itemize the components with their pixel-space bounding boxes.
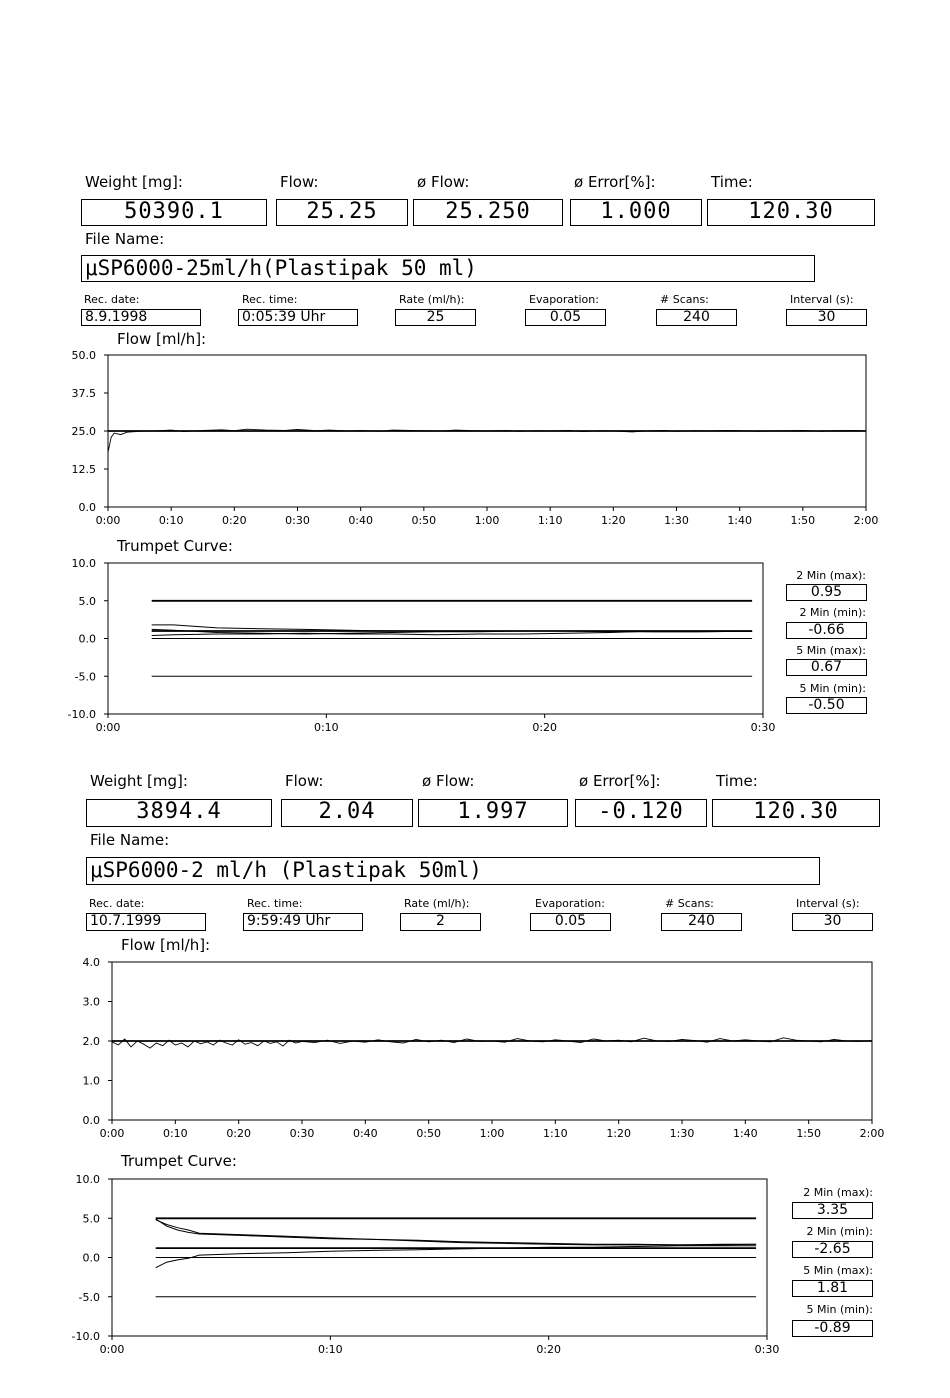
rate-value: 2 xyxy=(400,913,481,931)
x-tick-label: 0:50 xyxy=(411,514,437,527)
avg-error-label: ø Error[%]: xyxy=(574,173,656,191)
trumpet-5min-max-label: 5 Min (max): xyxy=(796,644,866,657)
rate-value: 25 xyxy=(395,309,476,326)
time-label: Time: xyxy=(716,772,758,790)
trumpet-2min-max-label: 2 Min (max): xyxy=(796,569,866,582)
trumpet-2min-max-value: 0.95 xyxy=(786,584,867,601)
y-tick-label: 2.0 xyxy=(82,1035,100,1048)
trumpet-5min-min-value: -0.89 xyxy=(792,1320,873,1337)
weight-value: 50390.1 xyxy=(81,199,267,226)
rate-label: Rate (ml/h): xyxy=(404,897,470,910)
scans-value: 240 xyxy=(661,913,742,931)
x-tick-label: 1:00 xyxy=(474,514,500,527)
y-tick-label: 0.0 xyxy=(78,632,96,646)
file-name-value: μSP6000-2 ml/h (Plastipak 50ml) xyxy=(86,857,820,885)
rec-time-value: 9:59:49 Uhr xyxy=(243,913,363,931)
y-tick-label: 0.0 xyxy=(82,1114,100,1127)
interval-label: Interval (s): xyxy=(796,897,860,910)
avg-error-value: 1.000 xyxy=(570,199,702,226)
file-name-value: μSP6000-25ml/h(Plastipak 50 ml) xyxy=(81,255,815,282)
x-tick-label: 0:20 xyxy=(536,1343,562,1356)
avg-error-label: ø Error[%]: xyxy=(579,772,661,790)
rec-date-label: Rec. date: xyxy=(84,293,140,306)
avg-error-value: -0.120 xyxy=(575,799,707,827)
rec-date-value: 10.7.1999 xyxy=(86,913,206,931)
y-tick-label: 0.0 xyxy=(78,501,96,514)
scans-value: 240 xyxy=(656,309,737,326)
trumpet-2min-min-value: -2.65 xyxy=(792,1241,873,1258)
trumpet-5min-min-label: 5 Min (min): xyxy=(806,1303,873,1316)
x-tick-label: 1:20 xyxy=(600,514,626,527)
trumpet-2min-max-label: 2 Min (max): xyxy=(803,1186,873,1199)
x-tick-label: 1:50 xyxy=(796,1127,822,1140)
scans-label: # Scans: xyxy=(660,293,709,306)
y-tick-label: -10.0 xyxy=(71,1330,100,1343)
y-tick-label: 5.0 xyxy=(78,594,96,608)
trumpet-2min-min-value: -0.66 xyxy=(786,622,867,639)
x-tick-label: 1:40 xyxy=(727,514,753,527)
trumpet-5min-max-label: 5 Min (max): xyxy=(803,1264,873,1277)
time-value: 120.30 xyxy=(707,199,875,226)
scans-label: # Scans: xyxy=(665,897,714,910)
trumpet-2min-min-label: 2 Min (min): xyxy=(806,1225,873,1238)
avg-flow-label: ø Flow: xyxy=(417,173,470,191)
x-tick-label: 1:50 xyxy=(790,514,816,527)
x-tick-label: 2:00 xyxy=(853,514,879,527)
rec-date-value: 8.9.1998 xyxy=(81,309,201,326)
x-tick-label: 0:00 xyxy=(99,1343,125,1356)
x-tick-label: 1:20 xyxy=(606,1127,632,1140)
file-name-label: File Name: xyxy=(85,230,165,248)
y-tick-label: 10.0 xyxy=(75,1173,100,1186)
x-tick-label: 1:30 xyxy=(669,1127,695,1140)
x-tick-label: 0:10 xyxy=(313,721,339,734)
x-tick-label: 0:40 xyxy=(352,1127,378,1140)
evaporation-label: Evaporation: xyxy=(535,897,605,910)
avg-flow-value: 1.997 xyxy=(418,799,568,827)
y-tick-label: 50.0 xyxy=(71,349,96,362)
x-tick-label: 0:20 xyxy=(221,514,247,527)
x-tick-label: 1:10 xyxy=(542,1127,568,1140)
evaporation-label: Evaporation: xyxy=(529,293,599,306)
x-tick-label: 0:00 xyxy=(95,514,121,527)
y-tick-label: 25.0 xyxy=(71,425,96,438)
trumpet-chart-title: Trumpet Curve: xyxy=(121,1152,237,1170)
x-tick-label: 0:20 xyxy=(532,721,558,734)
y-tick-label: 0.0 xyxy=(82,1251,100,1265)
trumpet-5min-max-value: 1.81 xyxy=(792,1280,873,1297)
trumpet-5min-min-value: -0.50 xyxy=(786,697,867,714)
x-tick-label: 0:10 xyxy=(162,1127,188,1140)
weight-value: 3894.4 xyxy=(86,799,272,827)
flow-value: 25.25 xyxy=(276,199,408,226)
x-tick-label: 0:30 xyxy=(750,721,776,734)
x-tick-label: 0:30 xyxy=(754,1343,780,1356)
x-tick-label: 0:30 xyxy=(285,514,310,527)
x-tick-label: 0:50 xyxy=(416,1127,442,1140)
x-tick-label: 2:00 xyxy=(859,1127,885,1140)
time-value: 120.30 xyxy=(712,799,880,827)
x-tick-label: 1:10 xyxy=(537,514,563,527)
x-tick-label: 1:00 xyxy=(479,1127,505,1140)
trumpet-chart-title: Trumpet Curve: xyxy=(117,537,233,555)
x-tick-label: 0:10 xyxy=(158,514,184,527)
rec-time-label: Rec. time: xyxy=(242,293,298,306)
interval-label: Interval (s): xyxy=(790,293,854,306)
rec-time-value: 0:05:39 Uhr xyxy=(238,309,358,326)
y-tick-label: 1.0 xyxy=(82,1074,100,1088)
trumpet-5min-max-value: 0.67 xyxy=(786,659,867,676)
x-tick-label: 0:10 xyxy=(317,1343,343,1356)
interval-value: 30 xyxy=(786,309,867,326)
weight-label: Weight [mg]: xyxy=(90,772,188,790)
x-tick-label: 0:00 xyxy=(99,1127,125,1140)
x-tick-label: 0:30 xyxy=(289,1127,315,1140)
x-tick-label: 1:30 xyxy=(664,514,689,527)
evaporation-value: 0.05 xyxy=(530,913,611,931)
rate-label: Rate (ml/h): xyxy=(399,293,465,306)
y-tick-label: 12.5 xyxy=(71,463,96,476)
evaporation-value: 0.05 xyxy=(525,309,606,326)
x-tick-label: 0:20 xyxy=(226,1127,252,1140)
flow-chart-title: Flow [ml/h]: xyxy=(117,330,207,348)
weight-label: Weight [mg]: xyxy=(85,173,183,191)
trumpet-2min-max-value: 3.35 xyxy=(792,1202,873,1219)
y-tick-label: 5.0 xyxy=(82,1212,100,1226)
trumpet-series-line xyxy=(156,1220,756,1245)
trumpet-5min-min-label: 5 Min (min): xyxy=(799,682,866,695)
flow-label: Flow: xyxy=(280,173,319,191)
x-tick-label: 1:40 xyxy=(732,1127,758,1140)
rec-date-label: Rec. date: xyxy=(89,897,145,910)
x-tick-label: 0:40 xyxy=(348,514,374,527)
avg-flow-label: ø Flow: xyxy=(422,772,475,790)
y-tick-label: -5.0 xyxy=(74,670,96,684)
rec-time-label: Rec. time: xyxy=(247,897,303,910)
flow-label: Flow: xyxy=(285,772,324,790)
y-tick-label: 10.0 xyxy=(71,557,96,570)
trumpet-series-line xyxy=(156,1219,756,1245)
interval-value: 30 xyxy=(792,913,873,931)
avg-flow-value: 25.250 xyxy=(413,199,563,226)
y-tick-label: 37.5 xyxy=(71,387,96,400)
y-tick-label: 4.0 xyxy=(82,956,100,969)
file-name-label: File Name: xyxy=(90,831,170,849)
time-label: Time: xyxy=(711,173,753,191)
trumpet-2min-min-label: 2 Min (min): xyxy=(799,606,866,619)
flow-value: 2.04 xyxy=(281,799,413,827)
y-tick-label: 3.0 xyxy=(82,995,100,1009)
x-tick-label: 0:00 xyxy=(95,721,121,734)
flow-chart-title: Flow [ml/h]: xyxy=(121,936,211,954)
y-tick-label: -5.0 xyxy=(78,1290,100,1304)
y-tick-label: -10.0 xyxy=(67,708,96,721)
